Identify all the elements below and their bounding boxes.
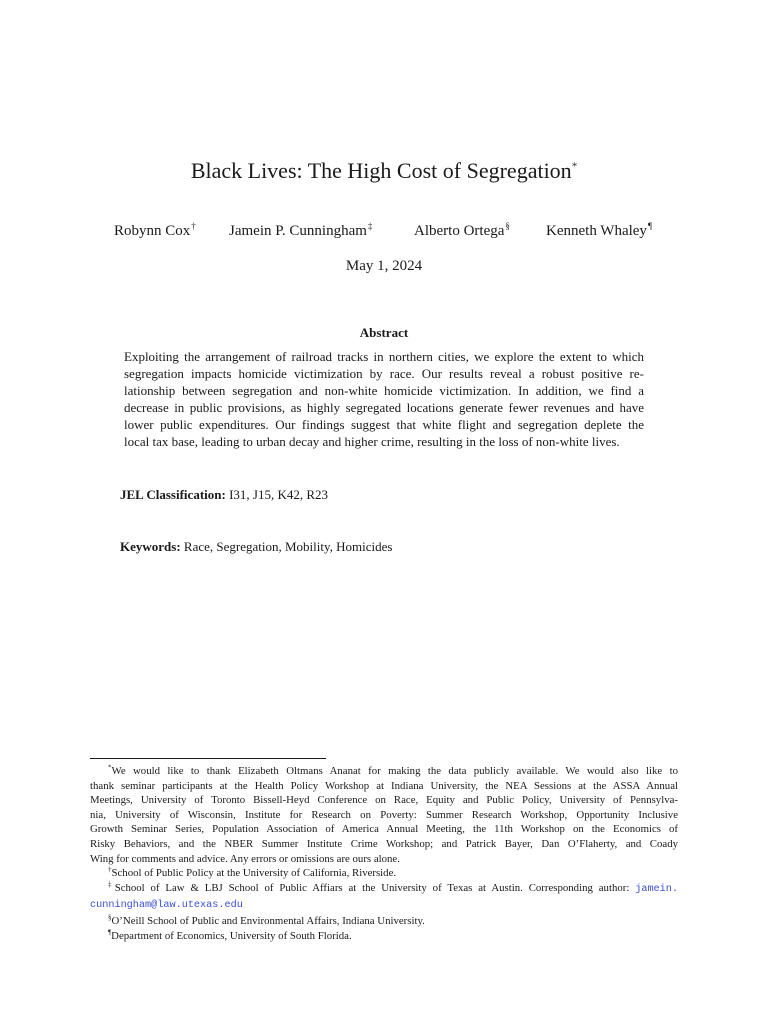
abstract-line: segregation impacts homicide victimization by race. Our results reveal a robust positive re- [124,366,644,382]
jel-classification [120,486,328,504]
paper-title [0,156,768,186]
keywords-value: Race, Segregation, Mobility, Homicides [183,539,393,554]
footnote-mark: † [108,865,112,874]
footnote-text-line: Risky Behaviors, and the NBER Summer Institute Crime Workshop; and Patrick Bayer, Dan O’Flaherty, and Coady [90,837,678,850]
footnote-ortega [90,914,678,929]
author-name: Kenneth Whaley [546,223,647,239]
abstract-line: local tax base, leading to urban decay and higher crime, resulting in the loss of non-white lives. [124,434,620,450]
footnote-text-line: Wing for comments and advice. Any errors or omissions are ours alone. [90,852,400,865]
footnote-text: We would like to thank Elizabeth Oltmans Ananat for making the data publicly available. We would also like to [111,765,678,777]
author-whaley [546,221,652,241]
author-name: Robynn Cox [114,223,191,239]
footnote-text: O’Neill School of Public and Environmental Affairs, Indiana University. [111,914,425,927]
email-link-part[interactable]: jamein. [635,883,679,895]
title-footnote-mark[interactable]: * [571,160,578,173]
email-link[interactable]: cunningham@law.utexas.edu [90,900,243,912]
footnote-text-line: nia, University of Wisconsin, Institute for Research on Poverty: Summer Research Workshop, Opportunity Inclusive [90,808,678,821]
author-name: Jamein P. Cunningham [229,223,367,239]
footnote-rule [90,758,326,759]
footnote-mark: ¶ [108,927,112,936]
jel-label: JEL Classification: [120,487,226,502]
paper-title-text: Black Lives: The High Cost of Segregation [190,158,572,183]
author-footnote-mark[interactable]: † [191,221,196,231]
author-ortega [414,221,510,241]
footnotes [90,764,678,943]
footnote-text-line: Meetings, University of Toronto Bissell-Heyd Conference on Race, Equity and Public Policy, University of Pennsylva- [90,794,678,807]
abstract-line: Exploiting the arrangement of railroad tracks in northern cities, we explore the extent to which [124,349,644,364]
footnote-cunningham [90,881,678,898]
keywords [120,538,392,556]
footnote-text-line: thank seminar participants at the Health Policy Workshop at Indiana University, the NEA Sessions at the ASSA Annual [90,779,678,792]
footnote-mark: * [108,763,112,772]
footnote-whaley [90,929,678,944]
author-cox [114,221,196,241]
footnote-cox [90,866,678,881]
author-footnote-mark[interactable]: ¶ [647,221,653,231]
footnote-text-line: Growth Seminar Series, Population Association of America Annual Meeting, the 11th Workshop on the Economics of [90,823,678,836]
footnote-text: Department of Economics, University of South Florida. [111,929,352,942]
author-cunningham [229,221,372,241]
author-name: Alberto Ortega [414,223,505,239]
keywords-label: Keywords: [120,539,181,554]
abstract-heading: Abstract [359,325,409,340]
footnote-mark: § [108,913,112,922]
abstract-line: lower public expenditures. Our findings suggest that white flight and segregation deplete the [124,417,644,433]
footnote-email-line [90,897,678,914]
footnote-text: School of Public Policy at the University of California, Riverside. [111,867,397,880]
publication-date: May 1, 2024 [345,258,423,274]
footnote-text: School of Law & LBJ School of Public Affiars at the University of Texas at Austin. Corresponding author: [114,881,636,894]
jel-codes: I31, J15, K42, R23 [229,487,329,502]
abstract-line: lationship between segregation and non-white homicide victimization. In addition, we find a [124,383,644,399]
footnote-acknowledgment [90,764,678,779]
abstract-body [124,348,644,451]
abstract-line: decrease in public provisions, as highly segregated locations generate fewer revenues and have [124,400,644,416]
author-footnote-mark[interactable]: ‡ [367,221,373,231]
footnote-mark: ‡ [108,880,115,889]
author-footnote-mark[interactable]: § [505,221,510,231]
